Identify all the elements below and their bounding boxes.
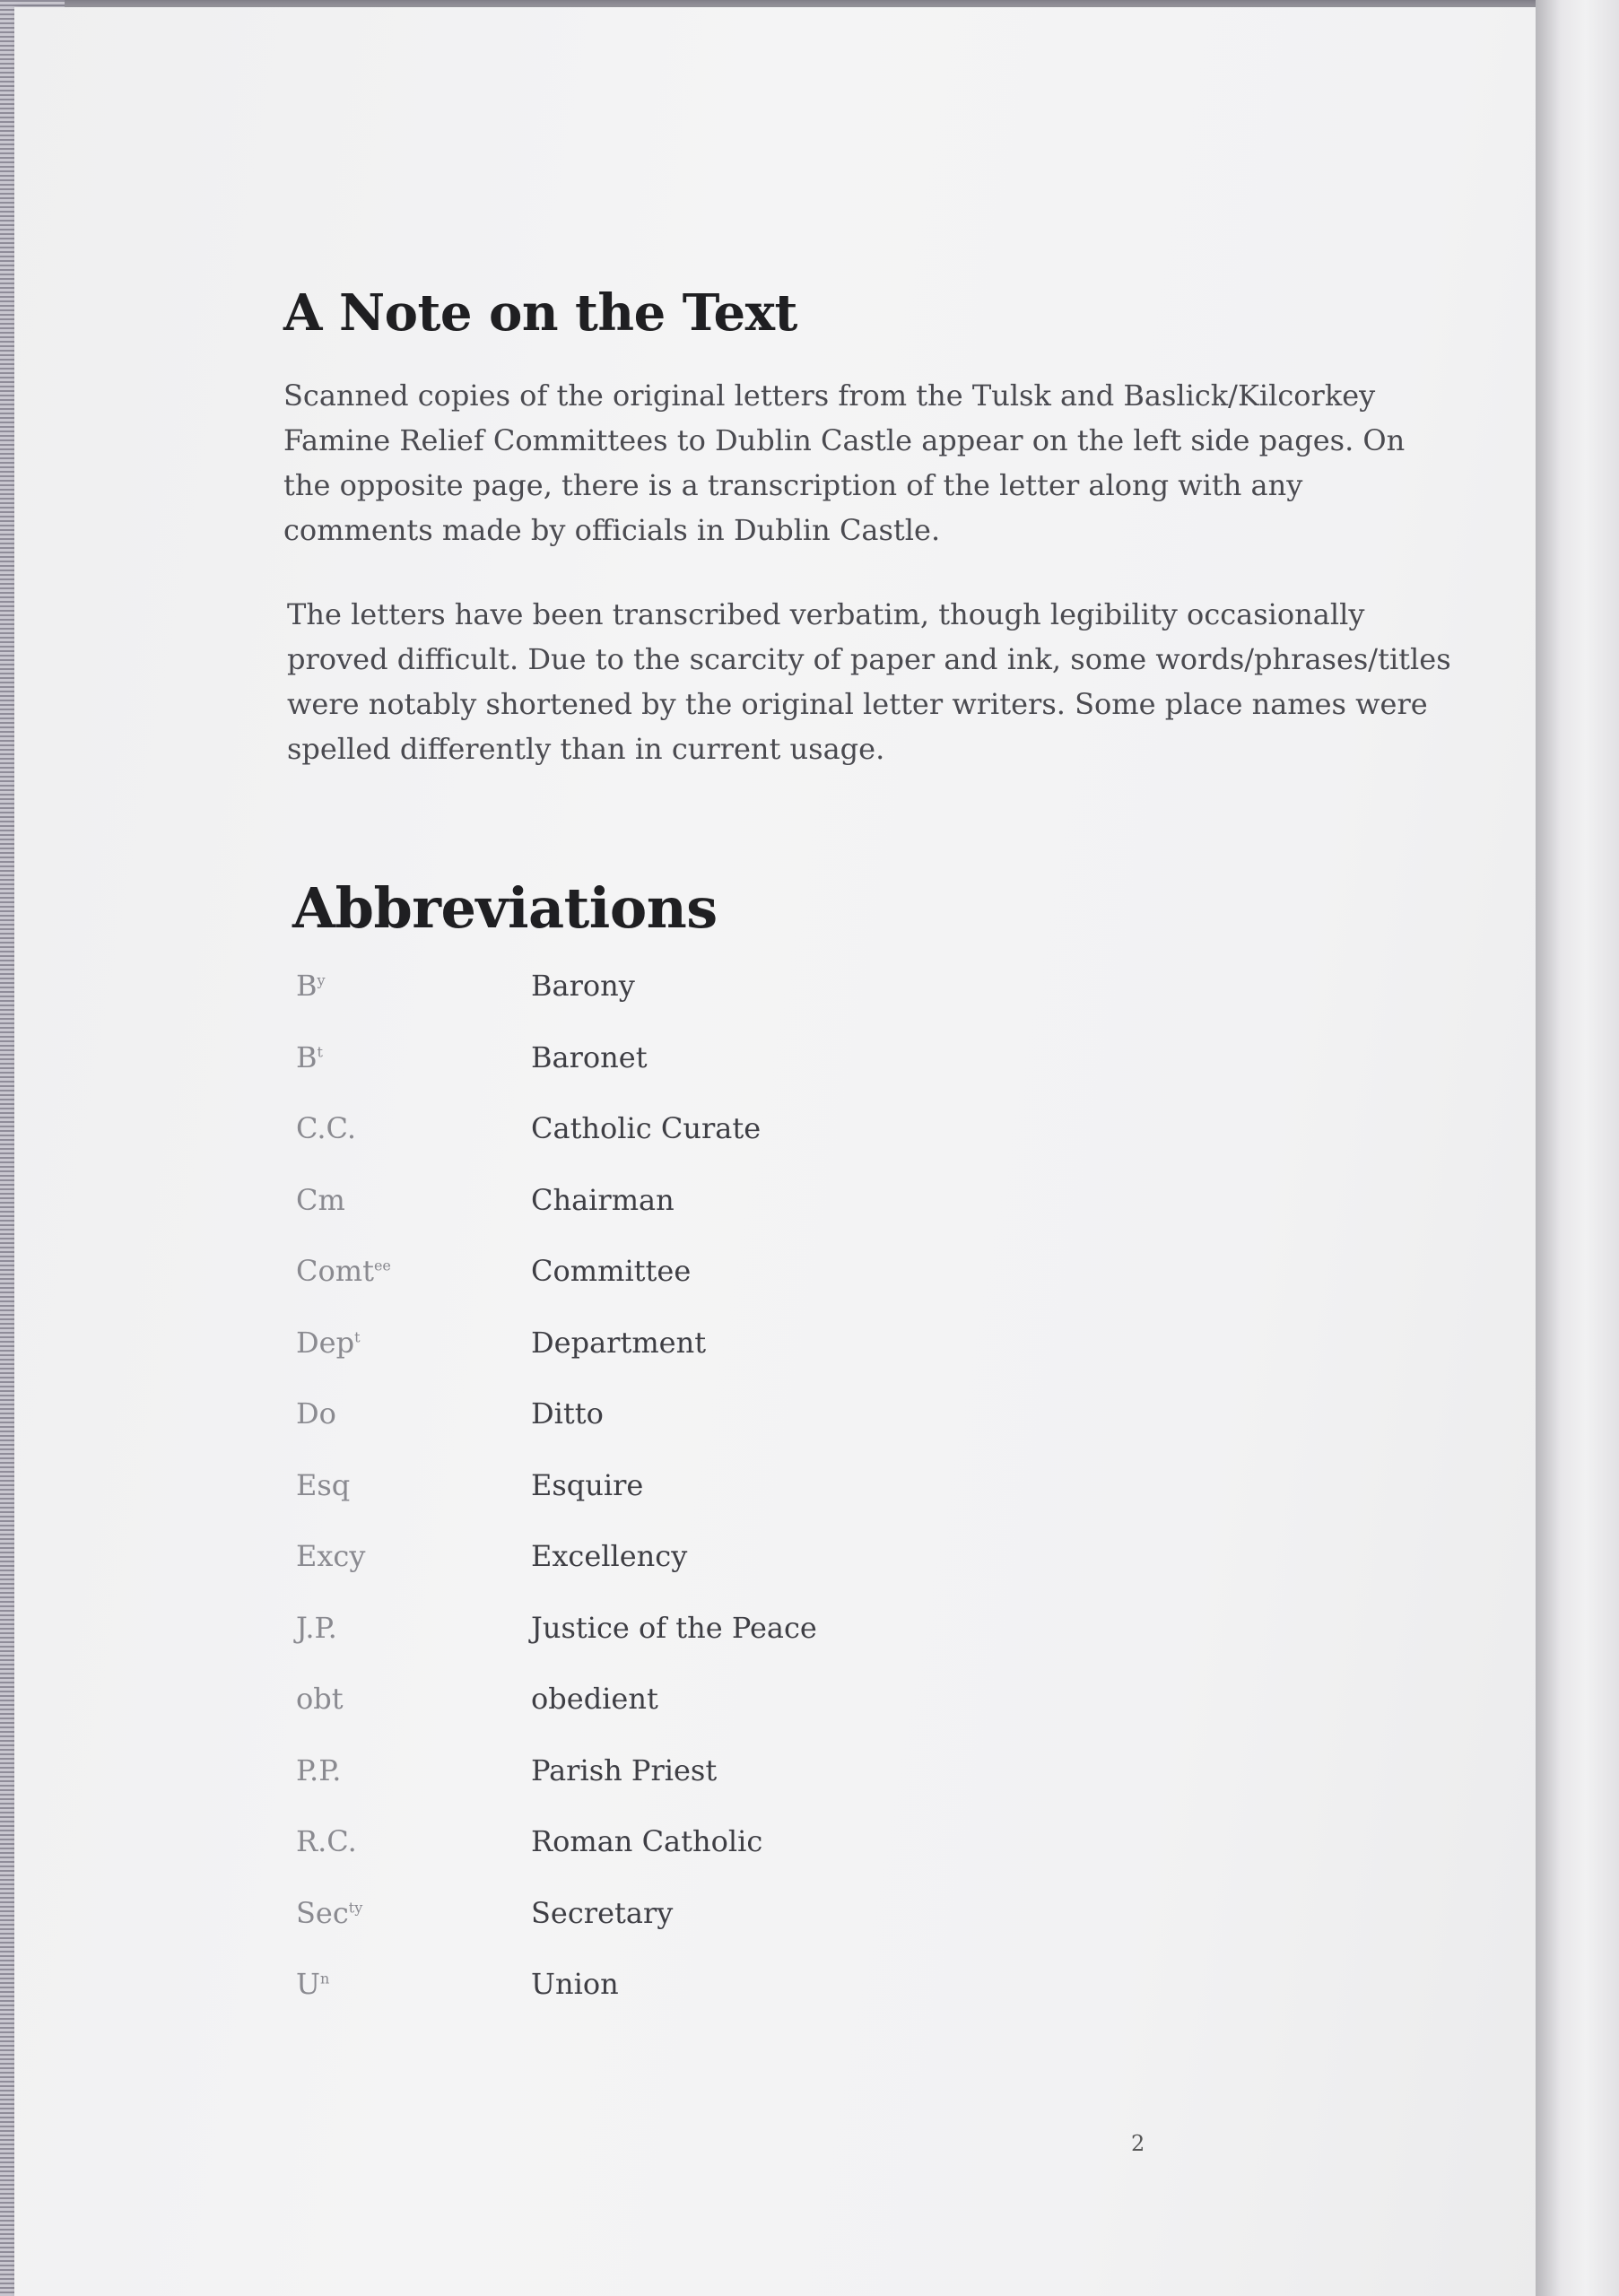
abbreviation-term: obt (296, 1682, 344, 1716)
note-paragraph-2: The letters have been transcribed verbatim, though legibility occasionally proved difficult. Due to the scarcity of paper and ink, some words/phrases/titles were notably shortened by the original letter writers. Some place names were spelled differently than in current usage. (287, 597, 1451, 766)
abbreviation-row (296, 1396, 1103, 1468)
abbreviation-row (296, 1468, 1103, 1540)
abbreviation-meaning: Roman Catholic (531, 1824, 763, 1858)
abbreviation-row (296, 1040, 1103, 1112)
abbreviation-row (296, 969, 1103, 1040)
abbreviation-row (296, 1183, 1103, 1255)
page-number: 2 (1131, 2131, 1145, 2156)
abbreviation-meaning: Baronet (531, 1039, 648, 1074)
abbreviation-term: J.P. (296, 1610, 337, 1645)
abbreviation-meaning: Chairman (531, 1182, 675, 1217)
abbreviation-term: $U^n$ (296, 1967, 330, 2001)
abbreviation-row (296, 1254, 1103, 1326)
abbreviation-row (296, 1682, 1103, 1753)
abbreviation-meaning: Parish Priest (531, 1752, 718, 1787)
page-sheet (14, 7, 1539, 2296)
abbreviation-meaning: obedient (531, 1682, 658, 1716)
abbreviation-row (296, 1753, 1103, 1825)
abbreviation-meaning: Catholic Curate (531, 1111, 762, 1145)
abbreviation-term: Sec$^{ty}$ (296, 1895, 363, 1930)
abbreviation-term: Do (296, 1396, 336, 1431)
note-heading: A Note on the Text (283, 283, 797, 343)
abbreviation-meaning: Secretary (531, 1895, 674, 1930)
abbreviation-term: $B^t$ (296, 1039, 323, 1074)
note-paragraph-1: Scanned copies of the original letters from the Tulsk and Baslick/Kilcorkey Famine Relief Committees to Dublin Castle appear on the left side pages. On the opposite page, there is a transcription of the letter along with any comments made by officials in Dublin Castle. (283, 378, 1406, 547)
abbreviation-term: Comt$^{ee}$ (296, 1254, 391, 1288)
abbreviation-row (296, 1824, 1103, 1896)
abbreviation-term: C.C. (296, 1111, 357, 1145)
abbreviation-term: P.P. (296, 1752, 342, 1787)
abbreviation-term: Cm (296, 1182, 345, 1217)
abbreviation-row (296, 1111, 1103, 1183)
abbreviation-meaning: Ditto (531, 1396, 604, 1431)
abbreviation-meaning: Barony (531, 969, 635, 1003)
abbreviation-meaning: Excellency (531, 1539, 688, 1573)
abbreviation-term: $B^y$ (296, 969, 326, 1003)
abbreviation-row (296, 1896, 1103, 1968)
abbreviation-row (296, 1611, 1103, 1683)
abbreviation-row (296, 1326, 1103, 1397)
abbreviation-term: R.C. (296, 1824, 357, 1858)
abbreviation-meaning: Committee (531, 1254, 692, 1288)
abbreviation-meaning: Department (531, 1325, 707, 1360)
abbreviations-heading: Abbreviations (292, 875, 718, 941)
abbreviation-meaning: Union (531, 1967, 619, 2001)
abbreviation-term: Esq (296, 1467, 351, 1502)
abbreviation-meaning: Justice of the Peace (531, 1610, 817, 1645)
abbreviations-list (296, 969, 1103, 2039)
abbreviation-meaning: Esquire (531, 1467, 644, 1502)
abbreviation-row (296, 1967, 1103, 2039)
abbreviation-row (296, 1539, 1103, 1611)
abbreviation-term: Dep$^t$ (296, 1325, 361, 1360)
page-right-fold (1536, 0, 1619, 2296)
abbreviation-term: Excy (296, 1539, 366, 1573)
